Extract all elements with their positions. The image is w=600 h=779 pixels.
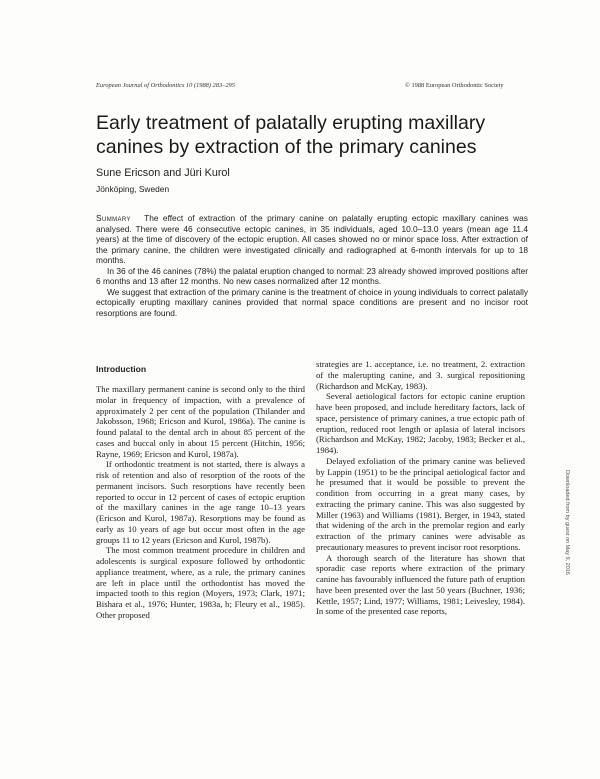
body-paragraph: A thorough search of the literature has shown that sporadic case reports where extraction of the primary canine has favourably influenced the future path of eruption have been presented over the last 50 years (Buchner, 1936; Kettle, 1957; Lind, 1977; Williams, 1981; Leivesley, 1984). In some of the presented case reports, xyxy=(316,552,525,617)
body-column-right xyxy=(316,359,525,617)
affiliation: Jönköping, Sweden xyxy=(96,184,170,194)
copyright-notice: © 1988 European Orthodontic Society xyxy=(405,82,504,89)
body-paragraph: Delayed exfoliation of the primary canine was believed by Lappin (1951) to be the principal aetiological factor and he presumed that it would be possible to prevent the condition from occurring in a great many cases, by extracting the primary canine. This was also suggested by Miller (1963) and Williams (1981). Berger, in 1943, stated that widening of the arch in the premolar region and early extraction of the primary canines were advisable as precautionary measures to prevent incisor root resorptions. xyxy=(316,455,525,552)
authors: Sune Ericson and Jüri Kurol xyxy=(96,167,230,179)
body-paragraph: If orthodontic treatment is not started, there is always a risk of retention and also of resorption of the roots of the permanent incisors. Such resorptions have recently been reported to occur in 12 percent of cases of ectopic eruption of the maxillary canines in the age range 10–13 years (Ericson and Kurol, 1987a). Resorptions may be found as early as 10 years of age but occur most often in the age groups 11 to 12 years (Ericson and Kurol, 1987b). xyxy=(96,459,305,545)
section-heading: Introduction xyxy=(96,364,147,374)
body-paragraph: strategies are 1. acceptance, i.e. no treatment, 2. extraction of the malerupting canine, and 3. surgical repositioning (Richardson and McKay, 1983). xyxy=(316,359,525,391)
body-column-left xyxy=(96,384,305,621)
abstract-paragraph: In 36 of the 46 canines (78%) the palatal eruption changed to normal: 23 already showed improved positions after 6 months and 13 after 12 months. No new cases normalized after 12 months. xyxy=(96,265,528,286)
article-title: Early treatment of palatally erupting maxillary canines by extraction of the primary canines xyxy=(96,112,486,158)
body-paragraph: Several aetiological factors for ectopic canine eruption have been proposed, and include hereditary factors, lack of space, persistence of primary canines, a true ectopic path of eruption, reduced root length or aplasia of lateral incisors (Richardson and McKay, 1982; Jacoby, 1983; Becker et al., 1984). xyxy=(316,391,525,455)
abstract xyxy=(96,213,528,318)
download-watermark: Downloaded from by guest on May 9, 2016 xyxy=(564,470,570,575)
journal-header: European Journal of Orthodontics 10 (1988) 283–295 xyxy=(96,82,235,89)
body-paragraph: The most common treatment procedure in children and adolescents is surgical exposure followed by orthodontic appliance treatment, where, as a rule, the primary canines are left in place until the orthodontist has moved the impacted tooth to this region (Moyers, 1973; Clark, 1971; Bishara et al., 1976; Hunter, 1983a, b; Fleury et al., 1985). Other proposed xyxy=(96,545,305,620)
abstract-paragraph xyxy=(96,213,528,266)
abstract-label: Summary xyxy=(96,213,131,223)
abstract-text: The effect of extraction of the primary canine on palatally erupting ectopic maxillary canines was analysed. There were 46 consecutive ectopic canines, in 35 individuals, aged 10.0–13.0 years (mean age 11.4 years) at the time of discovery of the ectopic eruption. All cases showed no or minor space loss. After extraction of the primary canine, the children were investigated clinically and radiographed at 6-month intervals for up to 18 months. xyxy=(96,213,528,265)
abstract-paragraph: We suggest that extraction of the primary canine is the treatment of choice in young individuals to correct palatally ectopically erupting maxillary canines provided that normal space conditions are present and no incisor root resorptions are found. xyxy=(96,286,528,318)
body-paragraph: The maxillary permanent canine is second only to the third molar in frequency of impaction, with a prevalence of approximately 2 per cent of the population (Thilander and Jakobsson, 1968; Ericson and Kurol, 1986a). The canine is found palatal to the dental arch in about 85 percent of the cases and buccal only in about 15 percent (Hitchin, 1956; Rayne, 1969; Ericson and Kurol, 1987a). xyxy=(96,384,305,459)
